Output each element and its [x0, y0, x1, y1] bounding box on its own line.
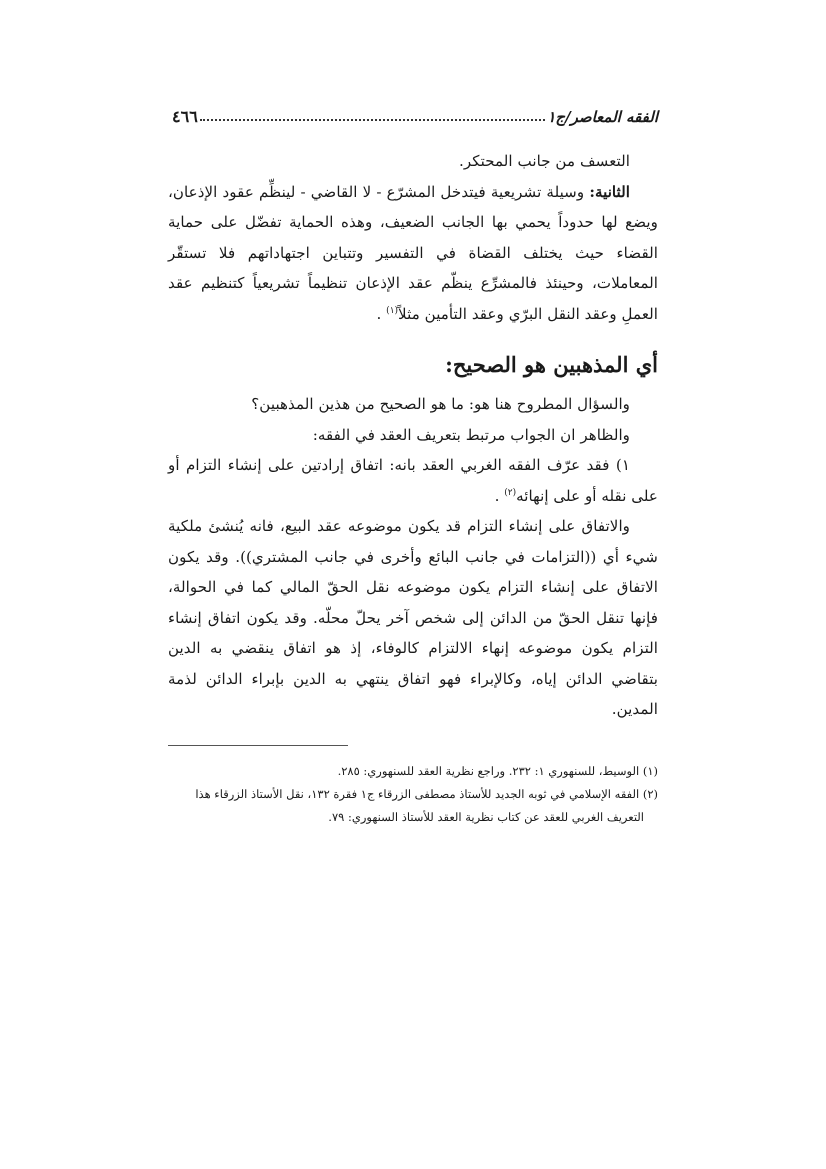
paragraph-2-text: وسيلة تشريعية فيتدخل المشرّع - لا القاضي - لينظِّم عقود الإذعان، ويضع لها حدوداً يحمي بها الجانب الضعيف، وهذه الحماية تفضّل على حماية القضاء حيث يختلف القضاة في التفسير وتتباين اجتهاداتهم فلا تستقّر المعاملات، وحينئذ فالمشرِّع ينظّم عقد الإذعان تنظيماً تشريعياً كتنظيم عقد العملِ وعقد النقل البرّي وعقد التأمين مثلاً: [168, 182, 658, 323]
running-title: الفقه المعاصر/ج١: [547, 108, 658, 126]
footnote-2: (٢) الفقه الإسلامي في ثوبه الجديد للأستاذ مصطفى الزرقاء ج١ فقرة ١٣٢، نقل الأستاذ الزرقاء هذا: [195, 786, 658, 801]
book-page: [168, 96, 658, 829]
body-text: [168, 146, 658, 725]
paragraph-5-text: ١) فقد عرّف الفقه الغربي العقد بانه: اتفاق إرادتين على إنشاء التزام أو على نقله أو على إنهائه: [168, 456, 658, 505]
header-dot-leader: [200, 119, 546, 121]
paragraph-2-lead: الثانية:: [589, 182, 630, 201]
paragraph-5: [168, 450, 658, 511]
footnote-ref-1: (١): [386, 305, 399, 316]
paragraph-6: والاتفاق على إنشاء التزام قد يكون موضوعه عقد البيع، فانه يُنشئ ملكية شيء أي ((التزامات في جانب البائع وأخرى في جانب المشتري)). وقد يكون الاتفاق على إنشاء التزام يكون موضوعه نقل الحقّ المالي كما في الحوالة، فإنها تنقل الحقّ من الدائن إلى شخص آخر يحلّ محلّه. وقد يكون اتفاق إنشاء التزام يكون موضوعه إنهاء الالتزام كالوفاء، إذ هو اتفاق ينقضي به الدين بتقاضي الدائن إياه، وكالإبراء فهو اتفاق ينتهي به الدين بإبراء الدائن لذمة المدين.: [168, 517, 658, 718]
section-heading: أي المذهبين هو الصحيح:: [445, 352, 658, 377]
footnote-1: (١) الوسيط، للسنهوري ١: ٢٣٢. وراجع نظرية العقد للسنهوري: ٢٨٥.: [337, 763, 658, 778]
page-number: ٤٦٦: [172, 107, 198, 126]
footnote-ref-2: (٢): [504, 487, 517, 498]
paragraph-2-end: .: [376, 304, 387, 323]
footnote-separator: [168, 745, 348, 746]
paragraph-1: التعسف من جانب المحتكر.: [459, 152, 630, 170]
footnotes: [168, 760, 658, 829]
paragraph-5-end: .: [494, 486, 505, 505]
footnote-2-continued: التعريف الغربي للعقد عن كتاب نظرية العقد للأستاذ السنهوري: ٧٩.: [328, 809, 644, 824]
paragraph-4: والظاهر ان الجواب مرتبط بتعريف العقد في الفقه:: [312, 425, 630, 444]
page-header: [168, 96, 658, 126]
paragraph-3: والسؤال المطروح هنا هو: ما هو الصحيح من هذين المذهبين؟: [251, 395, 630, 413]
paragraph-2: [168, 177, 658, 330]
